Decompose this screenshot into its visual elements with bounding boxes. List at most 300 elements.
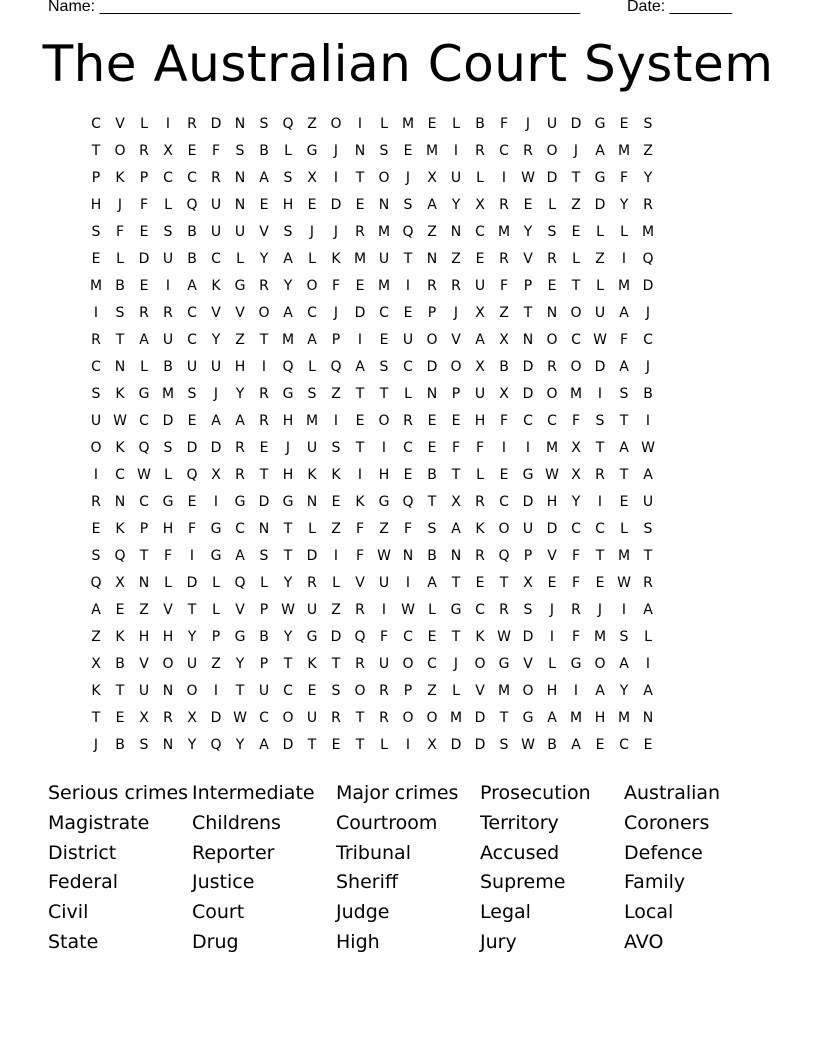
grid-letter: S [643,116,653,132]
grid-letter: R [499,197,509,213]
grid-letter: R [139,143,149,159]
grid-letter: O [90,440,102,456]
grid-letter: E [331,494,341,510]
grid-letter: X [499,386,509,402]
word-list-item: Magistrate [48,811,150,834]
grid-letter: T [283,548,293,564]
grid-row [84,489,732,516]
grid-letter: Y [619,197,629,213]
grid-letter: X [571,440,581,456]
grid-letter: E [139,278,149,294]
grid-letter: U [210,197,222,213]
word-list-item: Civil [48,901,89,924]
grid-letter: P [91,170,101,186]
grid-letter: I [621,602,627,618]
grid-letter: M [569,710,583,726]
grid-letter: L [476,170,484,186]
grid-letter: C [91,359,101,375]
grid-row [84,597,732,624]
grid-letter: O [546,386,558,402]
grid-letter: U [162,251,174,267]
grid-letter: G [522,467,534,483]
grid-letter: V [163,602,173,618]
grid-letter: H [546,494,558,510]
word-search-grid [84,111,732,759]
word-list-item: AVO [624,930,664,953]
grid-letter: Q [282,359,294,375]
grid-letter: F [451,440,461,456]
grid-letter: X [427,170,437,186]
grid-row [84,408,732,435]
grid-letter: S [91,548,101,564]
grid-letter: D [330,629,342,645]
word-list-item: Tribunal [336,841,411,864]
grid-letter: R [595,467,605,483]
grid-letter: U [138,683,150,699]
grid-letter: Z [379,521,389,537]
grid-letter: P [523,278,533,294]
grid-letter: Y [187,629,197,645]
grid-letter: Q [210,737,222,753]
grid-letter: L [452,683,460,699]
grid-letter: D [210,440,222,456]
grid-letter: X [427,737,437,753]
grid-letter: F [115,224,125,240]
grid-letter: L [548,197,556,213]
grid-letter: X [475,359,485,375]
grid-letter: I [381,440,387,456]
grid-letter: C [403,359,413,375]
grid-letter: E [499,467,509,483]
grid-letter: S [379,143,389,159]
grid-letter: E [91,251,101,267]
grid-letter: Z [643,143,653,159]
grid-letter: U [90,413,102,429]
grid-letter: J [117,197,123,213]
grid-letter: E [427,440,437,456]
grid-letter: A [451,521,461,537]
grid-letter: L [452,116,460,132]
grid-letter: C [163,170,173,186]
grid-letter: S [547,224,557,240]
grid-letter: E [643,737,653,753]
grid-letter: G [138,386,150,402]
grid-letter: I [525,440,531,456]
grid-letter: E [403,467,413,483]
grid-letter: Q [330,359,342,375]
grid-letter: E [475,251,485,267]
grid-letter: R [91,332,101,348]
grid-letter: W [137,467,151,483]
grid-row [84,138,732,165]
grid-letter: L [164,467,172,483]
grid-letter: S [619,629,629,645]
grid-letter: R [451,278,461,294]
word-list-item: Accused [480,841,560,864]
grid-letter: J [453,305,459,321]
grid-letter: R [259,413,269,429]
grid-letter: B [115,278,125,294]
grid-letter: T [91,710,101,726]
grid-letter: C [643,332,653,348]
grid-letter: T [355,386,365,402]
grid-letter: T [139,548,149,564]
grid-letter: W [113,413,127,429]
grid-letter: U [378,251,390,267]
grid-letter: A [139,332,149,348]
grid-letter: S [379,359,389,375]
grid-letter: F [499,413,509,429]
grid-letter: E [259,440,269,456]
grid-letter: F [403,521,413,537]
grid-letter: I [213,494,219,510]
grid-letter: E [91,521,101,537]
grid-letter: R [355,602,365,618]
grid-letter: J [333,224,339,240]
grid-letter: N [306,494,318,510]
grid-letter: W [521,737,535,753]
grid-letter: L [308,251,316,267]
grid-letter: C [595,521,605,537]
word-list-item: Local [624,901,674,924]
grid-letter: M [641,224,655,240]
grid-letter: Y [211,332,221,348]
grid-letter: O [546,143,558,159]
grid-letter: Q [90,575,102,591]
grid-letter: Z [331,521,341,537]
grid-letter: L [164,197,172,213]
grid-letter: R [139,305,149,321]
grid-letter: G [306,629,318,645]
word-list-item: Jury [480,930,517,953]
grid-letter: J [597,602,603,618]
grid-letter: C [403,440,413,456]
grid-letter: S [427,521,437,537]
grid-letter: G [234,494,246,510]
grid-letter: G [378,494,390,510]
grid-letter: F [475,440,485,456]
grid-letter: G [594,170,606,186]
word-list [48,779,768,958]
grid-letter: U [306,440,318,456]
grid-letter: I [189,548,195,564]
grid-letter: H [282,467,294,483]
grid-row [84,165,732,192]
grid-letter: W [617,575,631,591]
grid-letter: A [619,440,629,456]
grid-letter: R [547,359,557,375]
grid-letter: A [259,737,269,753]
name-field: Name: ______________________________________________________ [48,0,581,15]
grid-letter: U [450,170,462,186]
grid-letter: S [499,737,509,753]
grid-letter: L [380,737,388,753]
grid-letter: O [450,359,462,375]
grid-letter: P [523,548,533,564]
grid-letter: O [594,656,606,672]
grid-letter: R [331,710,341,726]
grid-letter: K [91,683,101,699]
grid-letter: M [377,224,391,240]
grid-letter: J [645,305,651,321]
grid-letter: G [282,386,294,402]
grid-letter: E [595,575,605,591]
grid-letter: C [403,629,413,645]
grid-letter: E [547,575,557,591]
grid-letter: U [546,116,558,132]
grid-letter: F [499,116,509,132]
grid-letter: X [523,575,533,591]
grid-letter: C [475,224,485,240]
grid-letter: D [162,413,174,429]
grid-letter: U [378,656,390,672]
grid-letter: T [499,710,509,726]
grid-letter: M [617,548,631,564]
grid-letter: O [162,656,174,672]
grid-letter: V [355,575,365,591]
grid-letter: T [499,575,509,591]
grid-letter: E [427,629,437,645]
grid-letter: F [187,521,197,537]
grid-letter: T [427,494,437,510]
word-list-item: Intermediate [192,782,315,804]
grid-letter: J [573,143,579,159]
grid-letter: S [331,683,341,699]
grid-letter: I [357,467,363,483]
grid-letter: M [425,143,439,159]
grid-letter: Z [211,656,221,672]
grid-letter: T [523,305,533,321]
grid-row [84,381,732,408]
grid-letter: R [259,278,269,294]
grid-letter: C [187,305,197,321]
grid-letter: F [619,170,629,186]
grid-letter: D [570,116,582,132]
grid-letter: U [162,332,174,348]
grid-letter: Q [234,575,246,591]
grid-letter: S [115,305,125,321]
grid-letter: A [643,602,653,618]
grid-letter: E [307,197,317,213]
grid-letter: D [594,359,606,375]
grid-letter: T [331,656,341,672]
grid-letter: L [644,629,652,645]
grid-letter: B [115,737,125,753]
grid-letter: R [91,494,101,510]
grid-letter: O [186,683,198,699]
grid-letter: Z [427,224,437,240]
grid-letter: B [187,251,197,267]
grid-letter: Y [643,170,653,186]
grid-letter: R [379,710,389,726]
grid-letter: D [210,116,222,132]
grid-letter: N [162,737,174,753]
grid-letter: E [403,305,413,321]
grid-letter: W [641,440,655,456]
grid-letter: P [259,602,269,618]
grid-letter: B [475,116,485,132]
grid-letter: C [523,413,533,429]
grid-letter: J [333,143,339,159]
grid-letter: A [283,251,293,267]
grid-letter: I [453,143,459,159]
grid-letter: X [211,467,221,483]
grid-letter: Q [354,629,366,645]
grid-letter: Q [498,548,510,564]
grid-letter: C [619,737,629,753]
grid-letter: T [307,737,317,753]
word-list-item: Federal [48,871,119,894]
grid-letter: B [259,629,269,645]
grid-letter: T [643,548,653,564]
grid-row [84,462,732,489]
word-list-item: Serious crimes [48,782,189,804]
grid-row [84,516,732,543]
grid-letter: P [259,656,269,672]
grid-letter: J [405,170,411,186]
grid-letter: B [115,656,125,672]
grid-letter: W [281,602,295,618]
grid-letter: E [595,737,605,753]
grid-letter: B [163,359,173,375]
grid-letter: K [355,494,365,510]
grid-letter: S [643,521,653,537]
grid-letter: Q [138,440,150,456]
grid-letter: O [426,332,438,348]
grid-letter: J [645,359,651,375]
grid-letter: E [547,278,557,294]
grid-letter: A [355,359,365,375]
grid-letter: E [187,413,197,429]
grid-letter: I [405,737,411,753]
grid-letter: X [139,710,149,726]
grid-letter: Q [186,467,198,483]
word-list-item: State [48,930,99,953]
grid-letter: I [573,683,579,699]
grid-letter: O [330,116,342,132]
grid-letter: K [115,170,125,186]
grid-letter: T [619,467,629,483]
grid-letter: B [427,548,437,564]
grid-letter: L [164,575,172,591]
grid-letter: D [258,494,270,510]
grid-letter: H [474,413,486,429]
grid-letter: R [355,224,365,240]
grid-letter: K [115,386,125,402]
grid-letter: A [595,143,605,159]
grid-letter: E [427,116,437,132]
grid-letter: G [162,494,174,510]
grid-letter: Q [402,494,414,510]
grid-letter: P [403,683,413,699]
grid-letter: D [594,197,606,213]
grid-letter: C [187,332,197,348]
grid-letter: U [474,278,486,294]
grid-letter: Z [139,602,149,618]
grid-letter: N [378,197,390,213]
grid-letter: W [233,710,247,726]
grid-letter: P [331,332,341,348]
grid-letter: R [235,467,245,483]
grid-letter: M [497,683,511,699]
grid-letter: X [307,170,317,186]
grid-letter: U [234,224,246,240]
grid-letter: F [619,332,629,348]
grid-letter: M [617,143,631,159]
grid-letter: S [187,386,197,402]
grid-letter: T [355,440,365,456]
grid-letter: Y [259,251,269,267]
grid-letter: K [475,629,485,645]
grid-letter: A [475,332,485,348]
grid-row [84,624,732,651]
word-list-item: Coroners [624,811,710,834]
grid-letter: A [643,467,653,483]
grid-letter: B [187,224,197,240]
grid-letter: D [330,197,342,213]
grid-letter: T [355,170,365,186]
grid-letter: W [545,467,559,483]
grid-letter: I [333,548,339,564]
grid-letter: Z [595,251,605,267]
grid-letter: D [642,278,654,294]
grid-letter: N [258,521,270,537]
grid-letter: Y [619,683,629,699]
grid-letter: D [354,305,366,321]
grid-letter: M [401,116,415,132]
grid-letter: U [306,710,318,726]
word-list-item: Supreme [480,871,566,894]
grid-letter: G [522,710,534,726]
grid-letter: I [597,494,603,510]
grid-letter: L [140,116,148,132]
grid-letter: R [403,413,413,429]
grid-letter: L [236,251,244,267]
grid-letter: Z [451,251,461,267]
grid-letter: G [498,656,510,672]
grid-letter: M [593,629,607,645]
grid-letter: D [474,710,486,726]
grid-letter: Y [235,386,245,402]
grid-letter: Z [427,683,437,699]
grid-letter: M [377,278,391,294]
grid-letter: F [379,629,389,645]
grid-letter: T [451,467,461,483]
grid-letter: I [261,359,267,375]
grid-letter: J [93,737,99,753]
grid-letter: O [570,305,582,321]
grid-letter: S [595,413,605,429]
grid-row [84,705,732,732]
grid-letter: R [427,278,437,294]
grid-letter: H [378,467,390,483]
grid-letter: B [427,467,437,483]
grid-letter: R [211,170,221,186]
grid-row [84,543,732,570]
grid-row [84,651,732,678]
grid-letter: Z [307,116,317,132]
grid-letter: X [475,305,485,321]
grid-letter: R [163,710,173,726]
grid-letter: B [499,359,509,375]
grid-letter: H [90,197,102,213]
grid-letter: A [547,710,557,726]
grid-letter: L [572,251,580,267]
word-list-item: Sheriff [336,871,398,894]
grid-letter: S [163,224,173,240]
grid-letter: C [427,656,437,672]
grid-letter: I [333,170,339,186]
